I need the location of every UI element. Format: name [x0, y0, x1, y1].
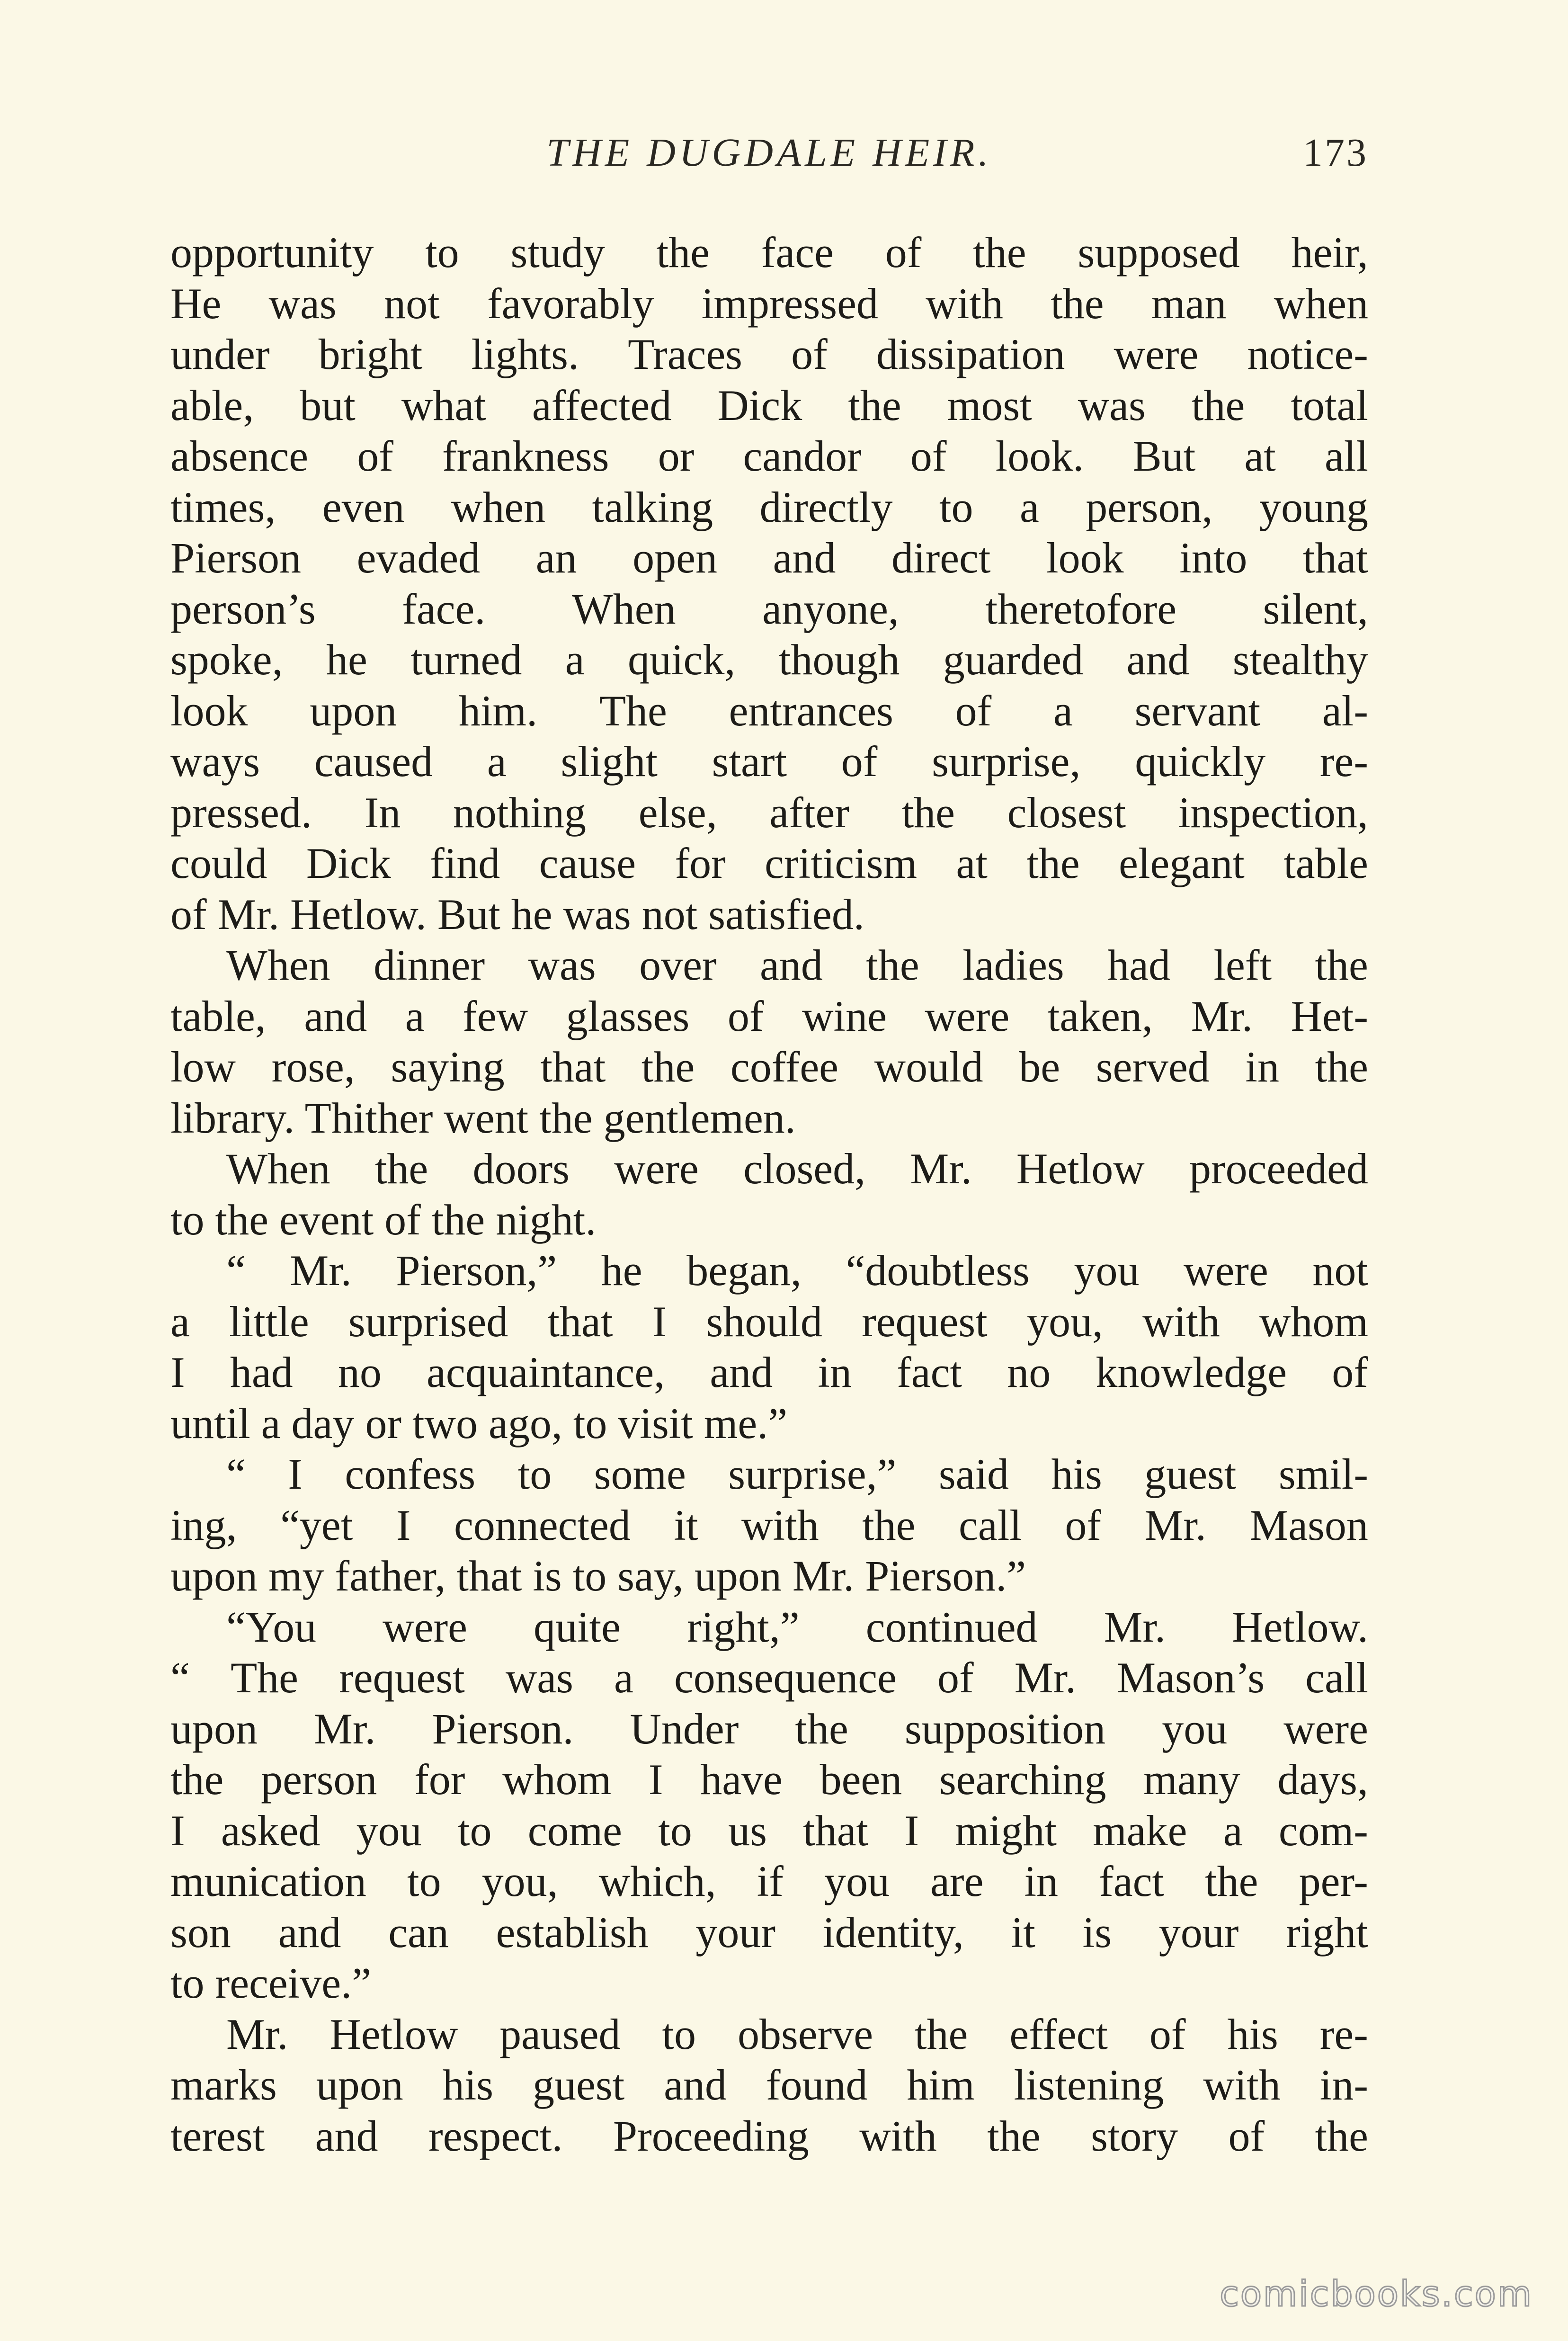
watermark: comicbooks.com	[1220, 2274, 1533, 2314]
text-line: When the doors were closed, Mr. Hetlow proceeded	[226, 1144, 1368, 1193]
text-line: munication to you, which, if you are in fact the per-	[170, 1857, 1368, 1905]
text-line: library. Thither went the gentlemen.	[170, 1093, 796, 1142]
running-head	[170, 127, 1368, 179]
text-line: times, even when talking directly to a person, young	[170, 482, 1368, 531]
text-line: look upon him. The entrances of a servant al-	[170, 686, 1368, 735]
text-line: pressed. In nothing else, after the closest inspection,	[170, 788, 1368, 837]
text-line: under bright lights. Traces of dissipation were notice-	[170, 330, 1368, 378]
text-line: I had no acquaintance, and in fact no knowledge of	[170, 1348, 1368, 1396]
text-line: able, but what affected Dick the most was the total	[170, 381, 1368, 429]
text-line: When dinner was over and the ladies had left the	[226, 941, 1368, 989]
text-line: “ The request was a consequence of Mr. Mason’s call	[170, 1653, 1368, 1702]
text-line: person’s face. When anyone, theretofore silent,	[170, 584, 1368, 633]
text-line: son and can establish your identity, it is your right	[170, 1908, 1368, 1957]
text-line: Mr. Hetlow paused to observe the effect of his re-	[226, 2010, 1368, 2058]
text-line: marks upon his guest and found him listening with in-	[170, 2061, 1368, 2109]
running-title: THE DUGDALE HEIR.	[546, 131, 992, 175]
text-line: until a day or two ago, to visit me.”	[170, 1399, 788, 1447]
text-line: terest and respect. Proceeding with the story of the	[170, 2111, 1368, 2160]
text-line: Pierson evaded an open and direct look into that	[170, 534, 1368, 582]
text-line: absence of frankness or candor of look. But at all	[170, 432, 1368, 480]
text-line: opportunity to study the face of the supposed heir,	[170, 228, 1368, 277]
text-line: ways caused a slight start of surprise, quickly re-	[170, 737, 1368, 786]
text-line: to receive.”	[170, 1959, 371, 2007]
text-line: a little surprised that I should request you, with whom	[170, 1297, 1368, 1346]
text-line: “You were quite right,” continued Mr. Hetlow.	[226, 1602, 1368, 1651]
text-line: upon my father, that is to say, upon Mr. Pierson.”	[170, 1552, 1026, 1600]
text-line: “ I confess to some surprise,” said his guest smil-	[226, 1450, 1368, 1498]
text-line: ing, “yet I connected it with the call of Mr. Mason	[170, 1501, 1368, 1549]
page-number: 173	[1303, 131, 1368, 175]
text-line: upon Mr. Pierson. Under the supposition you were	[170, 1704, 1368, 1753]
text-line: the person for whom I have been searching many days,	[170, 1755, 1368, 1804]
text-line: I asked you to come to us that I might make a com-	[170, 1806, 1368, 1855]
text-line: spoke, he turned a quick, though guarded and stealthy	[170, 635, 1368, 684]
text-line: to the event of the night.	[170, 1195, 597, 1244]
text-line: low rose, saying that the coffee would be served in the	[170, 1043, 1368, 1091]
text-line: “ Mr. Pierson,” he began, “doubtless you were not	[226, 1246, 1368, 1295]
text-line: table, and a few glasses of wine were taken, Mr. Het-	[170, 992, 1368, 1040]
text-line: of Mr. Hetlow. But he was not satisfied.	[170, 890, 864, 938]
text-line: could Dick find cause for criticism at the elegant table	[170, 839, 1368, 887]
text-line: He was not favorably impressed with the man when	[170, 279, 1368, 328]
body-text	[170, 227, 1368, 2162]
